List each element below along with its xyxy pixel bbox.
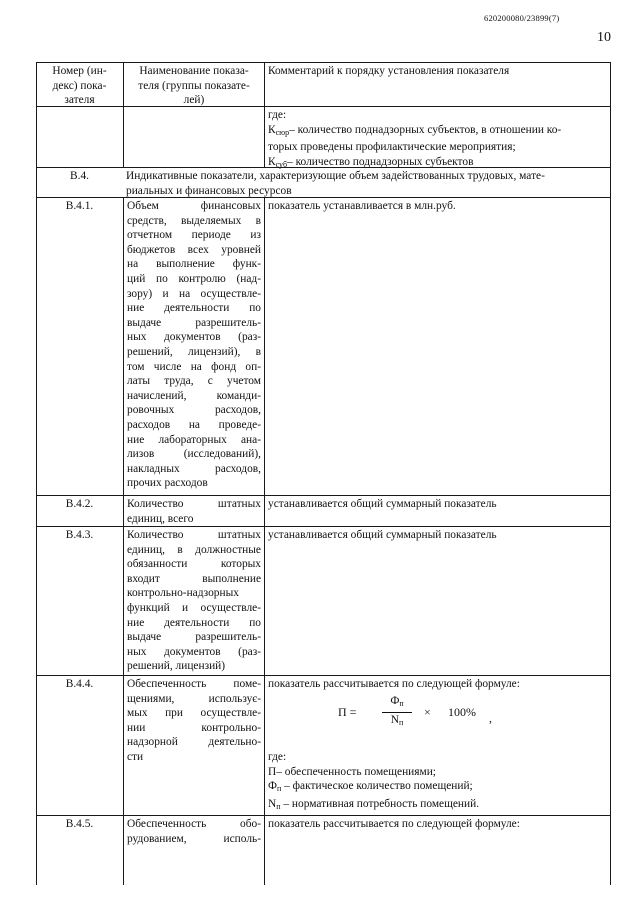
- column-divider: [610, 62, 611, 885]
- indicator-name: Количество штатных единиц, всего: [127, 498, 261, 525]
- section-title: Индикативные показатели, характеризующие объем задействованных трудовых, мате- риальных и финансовых ресурсов: [126, 170, 545, 197]
- formula-lhs: П =: [338, 705, 357, 719]
- formula-comma: ,: [489, 711, 492, 725]
- formula-definitions: где: П– обеспеченность помещениями; $Ф_п$ – фактическое количество помещений; $N_п$ – нормативная потребность помещений.: [268, 751, 480, 811]
- indicator-comment: показатель устанавливается в млн.руб.: [268, 200, 456, 212]
- indicator-name: Обеспеченность поме- щениями, использує- мых при осуществле- нии контрольно- надзорной деятельно- сти: [127, 678, 261, 763]
- indicator-name: Обеспеченность обо- рудованием, исполь-: [127, 818, 261, 845]
- formula-denominator: $N_п$: [390, 714, 404, 727]
- row-number: В.4.4.: [65, 678, 94, 690]
- row-number: В.4.1.: [65, 200, 94, 212]
- page-number: 10: [597, 30, 611, 45]
- column-divider: [36, 62, 37, 885]
- document-id: 620200080/23899(7): [484, 13, 560, 23]
- column-divider: [264, 197, 265, 885]
- formula-percent: 100%: [448, 705, 476, 719]
- column-divider: [264, 62, 265, 167]
- indicator-comment: устанавливается общий суммарный показатель: [268, 529, 497, 541]
- indicator-comment: устанавливается общий суммарный показатель: [268, 498, 497, 510]
- column-divider: [123, 197, 124, 885]
- indicator-name: Объем финансовых средств, выделяемых в отчетном периоде из бюджетов всех уровней на выполнение функ- ций по контролю (над- зору) и на осуществле- ние деятельности по выдаче разрешитель- ных документов (раз- решений, лицензий), в том числе на фонд оп- латы труда, с учетом начислений, команди- ровочных расходов, расходов на проведе- ние лабораторных ана- лизов (исследований), накладных расходов, прочих расходов: [127, 200, 261, 490]
- header-comment: Комментарий к порядку установления показателя: [268, 65, 510, 77]
- indicator-comment: показатель рассчитывается по следующей формуле:: [268, 678, 520, 690]
- formula-numerator: $Ф_п$: [390, 695, 404, 708]
- row-number: В.4.5.: [65, 818, 94, 830]
- header-name: Наименование показа- теля (группы показате- лей): [138, 65, 250, 107]
- row-number: В.4.3.: [65, 529, 94, 541]
- indicators-table: [36, 62, 611, 885]
- column-divider: [123, 62, 124, 167]
- header-number: Номер (ин- декс) пока- зателя: [52, 65, 107, 107]
- indicator-name: Количество штатных единиц, в должностные обязанности которых входит выполнение контрольно-надзорных функций и осуществле- ние деятельности по выдаче разрешитель- ных документов (раз- решений, лицензий): [127, 529, 261, 673]
- formula-times: ×: [424, 705, 431, 719]
- fraction-bar: [382, 712, 412, 713]
- row-number: В.4.: [70, 170, 89, 182]
- continuation-comment: где: $К_{сюр}-$ количество поднадзорных субъектов, в отношении ко- торых проведены профилактические мероприятия; $К_{суб}-$ количество поднадзорных субъектов: [268, 109, 562, 169]
- row-number: В.4.2.: [65, 498, 94, 510]
- indicator-comment: показатель рассчитывается по следующей формуле:: [268, 818, 520, 830]
